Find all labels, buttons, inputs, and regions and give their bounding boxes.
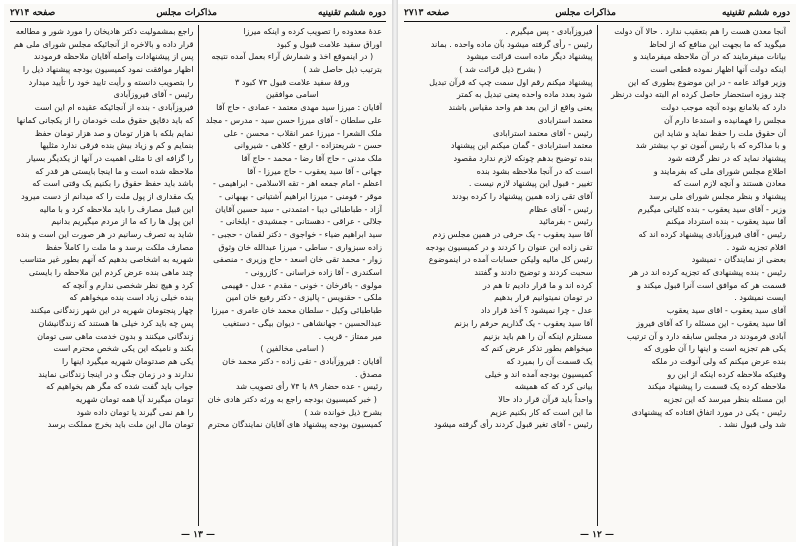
text-line [203,88,383,101]
line-text: پیشنهاد دیگر ماده است قرائت میشود [466,51,593,62]
line-text: ملاحظه شده است و ما اینجا بایستی هر قدر که [35,165,194,176]
text-line [408,418,593,431]
text-line [602,190,787,203]
line-text: اظهار موافقت نمود کمیسیون بودجه پیشنهاد ذیل را [22,64,194,75]
line-text: حسن - شریعتزاده - ارفع - کلاهی - شیروانی [234,140,382,151]
line-text: بیانی کرد که که همیشه [514,381,593,392]
line-text: نمایم بلکه با هزار تومان و صد هزار تومان حفظ [34,127,194,138]
line-text: آقا سید یعقوب - بنده استرداد میکنم [665,216,786,227]
line-text: کمیسیون بودجه پیشنهاد های آقایان نمایندگان محترم [207,419,382,430]
text-line [203,253,383,266]
header-page-number: صفحه ۲۷۱۳ [404,8,450,18]
line-text: ملکی - حقنویس - پالیزی - دکتر رفیع خان امین [225,292,382,303]
text-line [602,177,787,190]
text-line [408,253,593,266]
text-line [203,380,383,393]
text-line [14,317,194,330]
line-text: رئیس - آقای معتمد استرابادی [492,127,593,138]
line-text: پس از پیشنهادات واصله آقایان ملاحظه فرمودند [33,51,194,62]
line-text: میگوید که ما بجهت این منافع که از لحاظ [649,38,786,49]
text-line [14,279,194,292]
text-line [203,38,383,51]
text-line [14,241,194,254]
text-line [602,418,787,431]
text-line [14,406,194,419]
text-line [14,63,194,76]
line-text: باشد باید حفظ حقوق را بکنیم یک وقتی است که [32,178,194,189]
text-line [602,393,787,406]
text-line [14,76,194,89]
line-text: اقلام تجزیه شود . [726,241,786,252]
text-line [14,355,194,368]
line-text: آقا سید یعقوب - یک حرفی در همین مجلس زدم [432,229,593,239]
line-text: زوار - محمد تقی خان اسعد - حاج وزیری - منصفی [213,254,382,265]
text-line [203,228,383,241]
line-text: اوراق سفید علامت قبول و کبود [276,38,382,49]
text-line [14,127,194,140]
line-text: بنده توضیح بدهم چونکه لازم ندارد مقصود [453,152,593,163]
text-line [14,152,194,165]
line-text: تومان مال این ملت باید بخرج مملکت برسد [47,419,194,430]
text-line [408,368,593,381]
line-text: معتمد استرابادی [537,114,593,125]
text-line [408,304,593,317]
text-line [203,215,383,228]
line-text: مجلس را فهمانیده و استدعا دارم آن [664,114,786,125]
line-text: آقایان : میرزا سید مهدی معتمد - عمادی - حاج آقا [216,102,382,113]
line-text: اطلاع مجلس شورای ملی که بفرمایند و [653,165,786,176]
text-line [408,355,593,368]
line-text: بشرح ذیل خوانده شد ) [304,406,382,417]
text-line [14,38,194,51]
line-text: مستلزم اینکه آن را هم باید بزنیم [483,330,593,341]
text-line [14,266,194,279]
line-text: شود بعدد ماده واحده یعنی تبدیل به کمتر [456,89,593,100]
line-text: اینکه دولت آنها اظهار نموده قطعی است [650,64,786,75]
line-text: قرار داده و بالاخره از آنجائیکه مجلس شورای ملی هم [14,38,194,49]
line-text: شاید به تصرف رسانیم در هر صورت این است و بنده [16,229,194,239]
line-text: رئیس - عده حضار ۸۹ با ۷۴ رأی تصویب شد [235,381,382,392]
text-line [408,317,593,330]
line-text: زندگانی میکنند و بدون خدمت ماهی سی تومان [37,330,194,341]
text-line [203,406,383,419]
text-line [408,139,593,152]
line-text: فیروزآبادی - پس میگیرم . [505,26,593,36]
line-text: آقا سید یعقوب - یک گذاریم حرفم را بزنم [454,317,593,328]
line-text: مولوی - باقرخان - خونی - مقدم - عدل - فهیمی [221,279,382,290]
text-line [14,25,194,38]
text-line [602,25,787,38]
line-text: این پول ها را که ما از مردم میگیریم بدانیم [51,216,194,227]
line-text: رئیس - آقای تغیر قبول کردند رأی گرفته میشود [434,419,593,430]
text-columns [10,25,386,526]
header-period: دوره ششم تقنینیه [722,8,790,18]
line-text: اسامی موافقین [266,89,319,100]
text-line [14,165,194,178]
line-text: بترتیب ذیل حاصل شد ) [303,64,382,75]
text-line [14,330,194,343]
line-text: سحبت کردند و توضیح دادند و گفتند [474,267,593,278]
line-text: چند ماهی بنده عرض کردم این ملاحظه را بایستی [28,267,194,278]
header-rule [10,21,386,22]
line-text: دارد که بلامانع بوده آنچه موجب دولت [660,102,786,113]
text-line [602,279,787,292]
text-line [14,203,194,216]
line-text: رئیس - آقای عظام [529,203,593,214]
line-text: میر ممتاز - قریب . [318,330,382,341]
text-line [408,241,593,254]
text-line [602,127,787,140]
line-text: راجع بمشمولیت دکتر هادیخان را مورد شور و مطالعه [15,26,194,36]
text-line [203,139,383,152]
line-text: جلالی - عراقی - دهستانی - جمشیدی - ایلخانی - [220,216,382,227]
line-text: ندارند و در زمان جنگ و در اینجا زندگانی نمایند [38,368,194,379]
line-text: سید ابراهیم ضیاء - خواجوی - دکتر لقمان - حجبی - [211,229,382,239]
text-line [408,393,593,406]
text-line [14,342,194,355]
text-line [602,76,787,89]
header-period: دوره ششم تقنینیه [318,8,386,18]
text-line [602,342,787,355]
line-text: معتمد استرابادی - گمان میکنم این پیشنهاد [450,140,593,151]
line-text: رئیس - رأی گرفته میشود بآن ماده واحده . بماند [430,38,593,49]
line-text: در تومان نمیتوانیم قرار بدهیم [494,292,593,303]
line-text: آقایان : فیروزآبادی - تقی زاده - دکتر محمد خان [222,355,382,366]
text-line [203,342,383,355]
line-text: بکند و نامیکه این یکی شخص محترم است [53,343,194,354]
line-text: آن حقوق ملت را حفظ نماید و شاید این [653,127,786,138]
text-line [602,152,787,165]
line-text: رئیس - بفرمائید [538,216,593,227]
text-line [602,38,787,51]
text-line [14,190,194,203]
page-header [10,6,386,20]
text-line [14,177,194,190]
line-text: آقا سید یعقوب - این مسئله را که آقای فیروز [636,317,786,328]
text-line [203,165,383,178]
header-title: مذاکرات مجلس [156,8,217,18]
line-text: چهار پنجتومان شهریه در این شهر زندگانی میکنند [30,305,194,316]
text-line [203,203,383,216]
text-line [14,50,194,63]
line-text: اسکندری - آقا زاده خراسانی - کازرونی - [245,267,382,278]
line-text: عدهٔ معدوده را تصویب کرده و اینکه میرزا [243,26,382,36]
text-line [203,76,383,89]
text-line [408,177,593,190]
line-text: ( در اینموقع اخذ و شمارش آراء بعمل آمده نتیجه [211,51,374,62]
column-left [10,25,199,526]
text-line [14,418,194,431]
text-line [602,215,787,228]
header-page-number: صفحه ۲۷۱۴ [10,8,56,18]
line-text: آقای تقی زاده همین پیشنهاد را کرده بودند [451,190,593,201]
line-text: یک مقداری از پول ملت را که میدانم از دست میرود [21,190,194,201]
text-line [203,152,383,165]
column-right [598,25,791,526]
text-line [203,317,383,330]
line-text: را هم نمی گیرند یا تومان داده شود [76,406,194,417]
column-left [404,25,598,526]
line-text: چند روزه استحضار حاصل کرده ام البته دولت درنظر [611,89,786,100]
line-text: یکی هم تجزیه است و اینها را آن طوری که [643,343,786,354]
line-text: را بتصویب دانسته و رأیت تایید خود را تأیید میدارد [28,76,194,87]
text-line [408,342,593,355]
line-text: بیانات میفرمایند که در آن ملاحظه میفرمایند و [633,51,786,62]
line-text: تومان میگیرند آیا همه تومان شهریه [75,393,194,404]
line-text: ورقهٔ سفید علامت قبول ۷۴ کبود ۳ [235,76,350,87]
header-rule [404,21,790,22]
text-line [408,406,593,419]
text-line [602,368,787,381]
line-text: طباطبائی وکیل - سلطان محمد خان عامری - میرزا [211,305,382,316]
text-line [602,165,787,178]
text-line [408,76,593,89]
line-text: مصارف ملکت برسد و ما ملت را کاملاً حفظ [45,241,194,252]
text-line [14,101,194,114]
line-text: کرد و هیچ نظر شخصی ندارم و آنچه که [62,279,194,290]
line-text: کرده اند و ما قرار دادیم تا هم در [482,279,593,290]
text-line [14,253,194,266]
line-text: کمیسیون بودجه آمده اند و خیلی [484,368,593,379]
header-title: مذاکرات مجلس [555,8,616,18]
text-line [602,406,787,419]
text-line [203,241,383,254]
text-line [203,266,383,279]
text-line [408,279,593,292]
text-line [14,380,194,393]
text-line [602,114,787,127]
line-text: ( اسامی مخالفین ) [260,343,325,354]
text-line [203,50,383,63]
line-text: واحداً باید قرآن قرار داد حالا [498,393,593,404]
text-line [602,139,787,152]
text-line [203,25,383,38]
line-text: این قبیل مصارف را باید ملاحظه کرد و با مالیه [39,203,194,214]
line-text: ما این است که کار بکنیم عزیم [490,406,593,417]
line-text: این مسئله بنظر میرسد که این تجزیه [663,393,786,404]
text-line [203,101,383,114]
text-line [408,114,593,127]
line-text: پیشنهاد نماید که در نظر گرفته شود [667,152,786,163]
text-line [14,291,194,304]
text-line [602,63,787,76]
text-line [14,368,194,381]
text-line [203,393,383,406]
line-text: پس چه باید کرد خیلی ها هستند که زندگانیشان [38,317,194,328]
text-line [14,304,194,317]
line-text: است که در آنجا ملاحظه بشود بنده [476,165,593,176]
line-text: رئیس - بنده پیشنهادی که تجزیه کرده اند در هر [629,267,786,278]
text-line [408,88,593,101]
text-line [408,203,593,216]
text-line [602,253,787,266]
text-line [14,139,194,152]
text-line [14,393,194,406]
text-line [602,304,787,317]
text-line [203,368,383,381]
page-folio: — ۱۲ — [580,530,614,540]
line-text: آبادی فرمودند در مجلس سابقه دارد و آن ترتیب [626,330,786,341]
text-line [602,50,787,63]
text-line [408,380,593,393]
text-line [408,330,593,343]
text-line [203,291,383,304]
line-text: ایست نمیشود . [734,292,786,303]
text-line [203,127,383,140]
line-text: آنجا معدن هست را هم بتعقیب ندارد . حالا آن دولت [614,26,786,36]
text-line [203,355,383,368]
text-line [602,317,787,330]
line-text: عبدالحسین - جهانشاهی - دیوان بیگی - دستغیب [222,317,382,328]
line-text: تغییر - قبول این پیشنهاد لازم نیست . [468,178,593,189]
line-text: جواب باید گفت شده که مگر هم بخواهیم که [46,381,194,392]
line-text: عدل - چرا نمیشود ؟ آخذ قرار داد [480,305,593,316]
line-text: رئیس کل مالیه ولیکن حسابات آمده در اینموضوع [428,254,593,265]
text-line [203,190,383,203]
text-line [203,177,383,190]
text-line [408,50,593,63]
line-text: بنده خیلی زیاد است بنده میخواهم که [69,292,194,303]
text-line [14,88,194,101]
text-line [602,228,787,241]
line-text: پیشنهاد و بنظر مجلس شورای ملی برسد [649,190,786,201]
text-line [602,241,787,254]
text-line [602,380,787,393]
text-line [602,203,787,216]
text-line [602,330,787,343]
line-text: و با مذاکره که با رئیس آمون تو پ بیشتر شد [635,140,786,151]
text-line [602,291,787,304]
line-text: رئیس - یکی در مورد اتفاق افتاده که پیشنهادی [631,406,786,417]
line-text: علی سلطان - آقای میرزا حسن سید - مدرس - مجلد [205,114,382,125]
line-text: بنده عرض میکنم که ولی آنوقت در ملکه [651,355,786,366]
line-text: یک قسمت آن را بمیرد که [506,355,593,366]
text-line [203,418,383,431]
line-text: بعضی از نمایندگان - نمیشود [691,254,786,265]
column-right [199,25,387,526]
line-text: زاده سبزواری - ساطی - میرزا عبدالله خان وثوق [218,241,382,252]
line-text: وزیر - آقای سید یعقوب - بنده کلیاتی میگیرم [637,203,786,214]
text-line [602,355,787,368]
line-text: معادن هستند و آنچه لازم است که [673,178,786,189]
line-text: وزیر فوائد عامه - در این موضوع بطوری که این [627,76,786,87]
line-text: شهریه به اشخاصی بدهیم که آنهم بطور غیر متناسب [19,254,194,265]
line-text: تقی زاده این عنوان را کردند و در کمیسیون بودجه [425,241,593,252]
text-line [408,25,593,38]
line-text: ملاحظه کرده یک قسمت را پیشنهاد میکند [647,381,786,392]
line-text: رئیس - آقای فیروزآبادی پیشنهاد کرده اند که [638,229,786,239]
text-line [408,228,593,241]
text-line [14,114,194,127]
text-line [203,279,383,292]
line-text: میخواهم بطور تذکر عرض کنم که [480,343,593,354]
text-line [602,88,787,101]
line-text: رئیس - آقای فیروزآبادی [113,89,194,100]
left-page [4,4,392,542]
text-line [408,190,593,203]
text-line [203,304,383,317]
text-line [408,127,593,140]
text-line [203,330,383,343]
right-page [398,4,796,542]
line-text: فیروزآبادی - بنده از آنجائیکه عقیده ام این است [34,102,194,113]
text-line [408,266,593,279]
text-line [408,101,593,114]
text-line [203,63,383,76]
line-text: آزاد - طباطبائی دیبا - امتمدنی - سید حسین آقایان [215,203,382,214]
page-folio: — ۱۳ — [181,530,215,540]
line-text: پیشنهاد میکنم رقم اول سمت چپ که قرآن تبدیل [429,76,593,87]
text-line [408,165,593,178]
line-text: جهانی - آقا سید یعقوب - حاج میرزا - آقا [247,165,382,176]
line-text: آقای سید یعقوب - اقای سید یعقوب [666,305,786,316]
line-text: شد ولی قبول نشد . [718,419,786,430]
line-text: یعنی واقع از این بعد هم واحد مقیاس باشند [448,102,593,113]
line-text: ( بشرح ذیل قرائت شد ) [459,64,542,75]
page-header [404,6,790,20]
text-line [14,215,194,228]
text-line [408,291,593,304]
line-text: ملک الشعرا - میرزا عمر انقلاب - محسن - علی [223,127,382,138]
text-line [408,38,593,51]
line-text: یکی هم صدتومان شهریه میگیرد اینها را [62,355,194,366]
text-line [602,266,787,279]
line-text: را گزافه ای تا مثلی اهمیت در آنها از یکدیگر بسیار [26,152,194,163]
line-text: اعظم - امام جمعه اهر - تقه الاسلامی - ابراهیمی - [212,178,382,189]
line-text: مصدق . [354,368,382,379]
line-text: قسمت هر که موافق است آنرا قبول میکند و [636,279,786,290]
line-text: موقر - فومنی - میرزا ابراهیم آشتیانی - بهبهانی - [219,190,382,201]
line-text: وقتیکه ملاحظه کرده اینکه از این رو [667,368,786,379]
text-line [408,215,593,228]
line-text: ( خبر کمیسیون بودجه راجع به ورثه دکتر هادی خان [207,393,377,404]
text-line [203,114,383,127]
text-line [14,228,194,241]
text-line [408,63,593,76]
line-text: بنمایم و کم و زیاد بیش بنده فرقی ندارد مثلیها [40,140,194,151]
text-line [408,152,593,165]
line-text: که باید دقایق حقوق ملت خودمان را از یکجانی کمانها [16,114,194,125]
text-line [602,101,787,114]
text-columns [404,25,790,526]
line-text: ملک مدنی - حاج آقا رضا - محمد - حاج آقا [241,152,382,163]
